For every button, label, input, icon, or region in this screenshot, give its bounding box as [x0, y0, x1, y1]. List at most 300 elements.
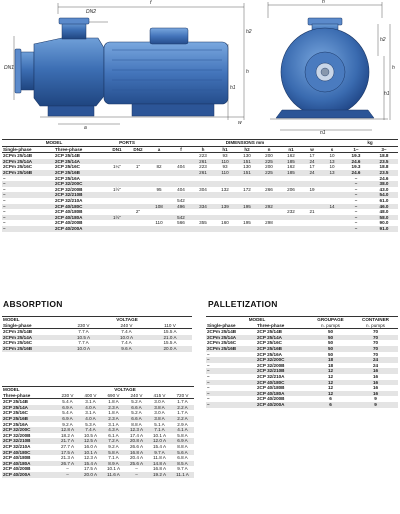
- cell-single: –: [207, 351, 210, 357]
- cell-model: 2CP 32/210A: [3, 443, 31, 449]
- header-f: f: [170, 146, 192, 153]
- cell-current: 16.8 A: [125, 450, 148, 456]
- cell-current: 3.0 A: [154, 399, 165, 405]
- cell-current: 5.2 A: [131, 399, 142, 405]
- cell-current: 7.7 A: [78, 329, 89, 335]
- cell-current: 12.0 A: [148, 438, 171, 444]
- cell-a: 95: [156, 186, 162, 192]
- cell-current: 7.4 A: [121, 340, 132, 346]
- cell-n1: 185: [280, 159, 302, 165]
- dim-label-dn1: DN1: [4, 65, 15, 71]
- cell-current: 3.8 A: [148, 416, 171, 422]
- cell-three: 2CP 25/16A: [55, 175, 80, 181]
- cell-three: 2CP 40/200A: [256, 402, 308, 408]
- header-three-phase: Three-phase: [54, 146, 106, 153]
- cell-current: 3.8 A: [148, 405, 171, 411]
- abs1-header-model: MODEL: [2, 317, 62, 323]
- cell-h1: 132: [221, 186, 229, 192]
- cell-groupage: 50: [327, 340, 334, 346]
- cell-current: 10.1 A: [106, 466, 121, 472]
- cell-groupage: 50: [327, 329, 334, 335]
- cell-current: 9.2 A: [62, 421, 73, 427]
- cell-current: 11.6 A: [102, 472, 125, 478]
- cell-current: 20.0 A: [148, 346, 192, 352]
- cell-container: 24: [372, 362, 379, 368]
- cell-f: [170, 226, 192, 232]
- cell-dn2: 2": [135, 209, 141, 215]
- cell-h2: 130: [243, 164, 251, 170]
- cell-model: 2CP 32/200C: [2, 427, 56, 433]
- palletization-table: [206, 316, 398, 408]
- cell-three: 2CP 25/14A: [54, 159, 106, 165]
- cell-current: 4.0 A: [79, 416, 102, 422]
- cell-single: –: [2, 181, 54, 187]
- cell-container: 16: [353, 368, 398, 374]
- abs2-header-v5: 415 V: [148, 393, 171, 399]
- cell-current: –: [125, 472, 148, 478]
- cell-three: 2CP 25/16B: [256, 346, 308, 352]
- cell-single: –: [3, 186, 6, 192]
- cell-current: 10.5 A: [83, 432, 98, 438]
- cell-current: 10.0 A: [62, 346, 105, 352]
- cell-single: 2CPm 25/14A: [2, 159, 54, 165]
- cell-n1: 185: [280, 170, 302, 176]
- cell-model: 2CP 40/180B: [3, 455, 31, 461]
- cell-three: 2CP 32/210B: [256, 368, 308, 374]
- cell-single: –: [207, 396, 210, 402]
- cell-kg1: –: [354, 175, 358, 181]
- abs1-header-voltage: VOLTAGE: [62, 317, 192, 323]
- cell-three: 2CP 25/14A: [256, 335, 308, 341]
- cell-current: 2.2 A: [171, 416, 194, 422]
- absorption-title: ABSORPTION: [3, 299, 63, 309]
- cell-current: 21.7 A: [56, 438, 79, 444]
- cell-h: 223: [199, 153, 207, 159]
- cell-kg3: 91.0: [370, 226, 398, 232]
- header-kg: kg: [342, 140, 398, 147]
- cell-three: 2CP 40/200B: [55, 220, 83, 226]
- cell-single: –: [3, 220, 6, 226]
- cell-s: 10: [329, 164, 335, 170]
- cell-current: 2.9 A: [177, 421, 188, 427]
- cell-kg3: 58.0: [370, 215, 398, 221]
- cell-three: 2CP 40/200B: [257, 396, 285, 402]
- cell-current: 26.6 A: [129, 443, 144, 449]
- cell-single: 2CPm 25/16B: [2, 170, 54, 176]
- cell-w: 24: [302, 170, 322, 176]
- cell-f: 404: [177, 164, 185, 170]
- cell-single: –: [207, 373, 210, 379]
- cell-w: 19: [309, 186, 315, 192]
- cell-current: 3.0 A: [154, 410, 165, 416]
- cell-current: 10.1 A: [152, 432, 167, 438]
- cell-three: 2CP 32/200B: [55, 186, 83, 192]
- header-n1: n1: [280, 146, 302, 153]
- cell-current: 9.6 A: [105, 346, 148, 352]
- pal-header-model: MODEL: [206, 317, 308, 323]
- cell-kg1: –: [342, 181, 370, 187]
- cell-three: 2CP 25/16C: [55, 164, 80, 170]
- cell-w: 17: [309, 164, 315, 170]
- abs2-header-v3: 690 V: [102, 393, 125, 399]
- header-dn1: DN1: [106, 146, 128, 153]
- cell-current: –: [135, 466, 138, 472]
- cell-h: 261: [192, 170, 214, 176]
- cell-current: 20.8 A: [125, 438, 148, 444]
- abs1-header-v1: 230 V: [62, 323, 105, 329]
- cell-kg3: 23.5: [370, 170, 398, 176]
- cell-current: 8.5 A: [171, 461, 194, 467]
- cell-h2: 151: [236, 159, 258, 165]
- cell-container: 70: [353, 335, 398, 341]
- dim-label-f: f: [150, 0, 152, 6]
- cell-three: 2CP 40/200A: [54, 226, 106, 232]
- cell-h1: 93: [222, 164, 228, 170]
- cell-current: 20.0 A: [79, 472, 102, 478]
- cell-model: 2CPm 25/14B: [3, 329, 33, 335]
- cell-h2: 130: [243, 153, 251, 159]
- cell-groupage: 12: [308, 368, 353, 374]
- cell-current: 6.6 A: [125, 416, 148, 422]
- cell-groupage: 12: [327, 373, 334, 379]
- dim-label-front-h2: h2: [380, 37, 386, 43]
- cell-current: –: [66, 466, 69, 472]
- cell-model: 2CP 40/180A: [2, 461, 56, 467]
- cell-current: 12.8 A: [56, 427, 79, 433]
- header-ports: PORTS: [106, 140, 148, 147]
- cell-n: [258, 226, 280, 232]
- cell-h1: 93: [222, 153, 228, 159]
- cell-f: 404: [177, 186, 185, 192]
- dim-label-dn2: DN2: [86, 9, 97, 15]
- cell-container: 24: [353, 357, 398, 363]
- absorption-three-phase-table: [2, 386, 194, 478]
- header-n: n: [258, 146, 280, 153]
- cell-current: 2.2 A: [171, 405, 194, 411]
- cell-groupage: 50: [308, 346, 353, 352]
- dim-label-w: w: [238, 120, 242, 126]
- cell-current: 3.1 A: [85, 410, 96, 416]
- cell-kg1: –: [342, 226, 370, 232]
- cell-current: 7.1 A: [148, 427, 171, 433]
- cell-current: 15.5 A: [163, 329, 177, 335]
- cell-container: 16: [372, 385, 379, 391]
- cell-current: 7.2 A: [102, 438, 125, 444]
- cell-current: 21.0 A: [148, 335, 192, 341]
- cell-current: 5.3 A: [85, 421, 96, 427]
- cell-model: 2CP 25/14B: [3, 399, 28, 405]
- cell-kg3: 24.6: [379, 175, 389, 181]
- table-row: [2, 226, 398, 232]
- cell-model: 2CP 25/16A: [3, 421, 28, 427]
- cell-dn2: 1": [135, 164, 141, 170]
- cell-h2: 195: [236, 204, 258, 210]
- cell-current: 4.1 A: [171, 427, 194, 433]
- cell-current: 6.9 A: [171, 438, 194, 444]
- palletization-title: PALLETIZATION: [208, 299, 278, 309]
- cell-three: 2CP 40/180B: [257, 385, 285, 391]
- cell-groupage: 12: [308, 391, 353, 397]
- cell-n: 200: [265, 164, 273, 170]
- cell-a: [148, 226, 170, 232]
- cell-three: 2CP 32/210A: [55, 197, 83, 203]
- cell-kg3: 38.0: [370, 181, 398, 187]
- dim-label-n: n: [322, 0, 325, 5]
- pal-header-unit-groupage: n. pumps: [308, 323, 353, 329]
- cell-current: 8.8 A: [131, 421, 142, 427]
- pal-header-three: Three-phase: [256, 323, 308, 329]
- cell-w: 17: [309, 153, 315, 159]
- cell-current: 1.8 A: [108, 399, 119, 405]
- cell-n: 266: [265, 186, 273, 192]
- cell-f: 566: [177, 220, 185, 226]
- cell-groupage: 6: [329, 396, 332, 402]
- abs1-header-v2: 240 V: [105, 323, 148, 329]
- cell-groupage: 18: [308, 357, 353, 363]
- cell-container: 70: [372, 340, 379, 346]
- cell-model: 2CP 40/180C: [2, 450, 56, 456]
- cell-kg1: 24.6: [342, 170, 370, 176]
- cell-current: 5.6 A: [171, 450, 194, 456]
- cell-three: 2CP 40/180A: [256, 391, 308, 397]
- cell-single: –: [2, 192, 54, 198]
- abs1-header-v3: 110 V: [148, 323, 192, 329]
- cell-current: 1.8 A: [108, 410, 119, 416]
- cell-a: 108: [148, 204, 170, 210]
- cell-f: 496: [170, 204, 192, 210]
- table-row: [2, 346, 192, 352]
- cell-current: 5.4 A: [62, 410, 73, 416]
- cell-dn1: 1½": [112, 186, 122, 192]
- cell-current: 20.4 A: [129, 455, 144, 461]
- cell-groupage: 6: [308, 402, 353, 408]
- cell-model: 2CP 25/16B: [2, 416, 56, 422]
- abs2-header-model: MODEL: [2, 387, 56, 393]
- cell-kg1: –: [342, 192, 370, 198]
- cell-container: 9: [353, 402, 398, 408]
- cell-single: 2CPm 25/14B: [207, 329, 237, 335]
- cell-three: 2CP 40/180A: [54, 215, 106, 221]
- cell-three: 2CP 32/200C: [256, 357, 308, 363]
- cell-dn1: 1¼": [112, 164, 122, 170]
- cell-kg3: 18.8: [379, 164, 389, 170]
- abs2-header-v4: 240 V: [125, 393, 148, 399]
- cell-h2: 195: [243, 220, 251, 226]
- cell-current: 9.7 A: [177, 466, 188, 472]
- cell-current: 1.7 A: [177, 399, 188, 405]
- cell-current: 5.2 A: [131, 410, 142, 416]
- cell-kg1: 19.3: [351, 164, 361, 170]
- cell-single: –: [2, 215, 54, 221]
- cell-single: –: [3, 197, 6, 203]
- cell-three: 2CP 32/210B: [54, 192, 106, 198]
- cell-w: [302, 226, 322, 232]
- cell-current: 7.1 A: [108, 455, 119, 461]
- cell-model: 2CP 25/16C: [3, 410, 28, 416]
- cell-kg1: –: [354, 209, 358, 215]
- cell-h1: 139: [214, 204, 236, 210]
- cell-a: 110: [155, 220, 163, 226]
- cell-kg3: 18.8: [379, 153, 389, 159]
- cell-model: 2CP 32/210B: [2, 438, 56, 444]
- header-dimensions: DIMENSIONS mm: [148, 140, 342, 147]
- cell-n1: 162: [287, 164, 295, 170]
- cell-current: 10.1 A: [79, 450, 102, 456]
- cell-current: 8.9 A: [102, 461, 125, 467]
- cell-current: 6.9 A: [56, 405, 79, 411]
- header-h: h: [192, 146, 214, 153]
- cell-current: 17.5 A: [83, 466, 98, 472]
- header-a: a: [148, 146, 170, 153]
- cell-groupage: 12: [308, 380, 353, 386]
- cell-w: 24: [302, 159, 322, 165]
- header-model: MODEL: [2, 140, 106, 147]
- cell-current: 6.1 A: [108, 432, 119, 438]
- cell-container: 70: [372, 329, 379, 335]
- cell-n1: 162: [287, 153, 295, 159]
- cell-current: 10.0 A: [105, 335, 148, 341]
- cell-single: –: [3, 175, 6, 181]
- cell-current: 15.5 A: [163, 340, 177, 346]
- pump-drawings: [0, 0, 400, 138]
- cell-single: 2CPm 25/16B: [206, 346, 256, 352]
- cell-groupage: 50: [308, 335, 353, 341]
- cell-container: 16: [372, 373, 379, 379]
- cell-h: 334: [192, 204, 214, 210]
- cell-current: 5.4 A: [62, 399, 73, 405]
- cell-single: –: [2, 204, 54, 210]
- cell-single: –: [206, 357, 256, 363]
- front-view: [268, 2, 390, 130]
- cell-single: 2CPm 25/14A: [206, 335, 256, 341]
- cell-h: 355: [199, 220, 207, 226]
- side-view: [14, 0, 244, 124]
- cell-current: 6.9 A: [56, 416, 79, 422]
- cell-three: 2CP 32/200C: [54, 181, 106, 187]
- cell-current: 26.7 A: [56, 461, 79, 467]
- table-row: [206, 402, 398, 408]
- header-kg1: 1~: [342, 146, 370, 153]
- cell-single: –: [206, 391, 256, 397]
- cell-groupage: 12: [327, 385, 334, 391]
- cell-s: 13: [322, 170, 342, 176]
- cell-model: 2CPm 25/16C: [3, 340, 33, 346]
- cell-s: 14: [322, 204, 342, 210]
- cell-kg3: 90.0: [379, 220, 389, 226]
- cell-a: 82: [156, 164, 162, 170]
- cell-dn2: [128, 226, 148, 232]
- cell-h: 304: [199, 186, 207, 192]
- cell-current: 5.8 A: [102, 450, 125, 456]
- cell-dn1: [106, 226, 128, 232]
- cell-current: 14.8 A: [148, 461, 171, 467]
- cell-model: 2CP 25/14A: [2, 405, 56, 411]
- cell-current: 2.3 A: [102, 416, 125, 422]
- cell-single: –: [206, 402, 256, 408]
- cell-kg1: –: [354, 220, 358, 226]
- cell-current: 8.8 A: [177, 443, 188, 449]
- cell-model: 2CP 32/200B: [3, 432, 31, 438]
- cell-three: 2CP 25/16B: [54, 170, 106, 176]
- cell-current: 17.5 A: [56, 450, 79, 456]
- cell-current: 18.2 A: [60, 432, 75, 438]
- cell-kg3: 23.5: [370, 159, 398, 165]
- cell-current: 19.2 A: [148, 472, 171, 478]
- cell-current: 12.3 A: [125, 427, 148, 433]
- cell-three: 2CP 25/16C: [257, 340, 282, 346]
- cell-current: 5.8 A: [177, 432, 188, 438]
- cell-single: 2CPm 25/16C: [207, 340, 237, 346]
- cell-n: 200: [265, 153, 273, 159]
- pal-header-single: Single-phase: [206, 323, 256, 329]
- cell-three: 2CP 25/14B: [257, 329, 282, 335]
- cell-kg1: –: [342, 204, 370, 210]
- cell-current: 6.6 A: [125, 405, 148, 411]
- cell-current: 27.7 A: [60, 443, 75, 449]
- cell-current: 10.5 A: [62, 335, 105, 341]
- cell-three: 2CP 25/16A: [257, 351, 282, 357]
- cell-kg1: 19.3: [351, 153, 361, 159]
- cell-n1: 206: [287, 186, 295, 192]
- cell-dn1: 1½": [106, 215, 128, 221]
- cell-container: 70: [372, 351, 379, 357]
- cell-kg1: –: [354, 186, 358, 192]
- pal-header-container: CONTAINER: [353, 317, 398, 323]
- cell-s: 10: [329, 153, 335, 159]
- cell-s: [322, 226, 342, 232]
- cell-kg3: 61.0: [379, 197, 389, 203]
- cell-current: 7.4 A: [79, 427, 102, 433]
- pump-drawings-svg: [0, 0, 400, 138]
- cell-current: 1.7 A: [177, 410, 188, 416]
- cell-h2: [236, 226, 258, 232]
- cell-current: 16.0 A: [83, 443, 98, 449]
- cell-kg3: 48.0: [379, 209, 389, 215]
- cell-current: 21.3 A: [60, 455, 75, 461]
- cell-current: 4.3 A: [102, 427, 125, 433]
- cell-current: 2.3 A: [102, 405, 125, 411]
- abs2-header-three: Three-phase: [2, 393, 56, 399]
- cell-three: 2CP 32/210A: [257, 373, 285, 379]
- cell-n1: 232: [287, 209, 295, 215]
- cell-current: 7.7 A: [78, 340, 89, 346]
- pal-header-unit-container: n. pumps: [353, 323, 398, 329]
- abs2-header-voltage: VOLTAGE: [56, 387, 194, 393]
- cell-n1: [280, 226, 302, 232]
- abs2-header-v1: 230 V: [56, 393, 79, 399]
- cell-model: 2CPm 25/14A: [2, 335, 62, 341]
- cell-current: 16.8 A: [152, 466, 167, 472]
- cell-kg1: 24.6: [342, 159, 370, 165]
- cell-current: 6.8 A: [177, 455, 188, 461]
- cell-current: 3.1 A: [85, 399, 96, 405]
- dim-label-front-h1: h1: [384, 91, 390, 97]
- cell-model: 2CP 40/200B: [3, 466, 31, 472]
- abs1-header-single: Single-phase: [2, 323, 62, 329]
- header-s: s: [322, 146, 342, 153]
- cell-single: –: [207, 385, 210, 391]
- cell-three: 2CP 40/180B: [55, 209, 83, 215]
- cell-container: 16: [353, 391, 398, 397]
- dim-label-h1: h1: [230, 85, 236, 91]
- cell-current: 5.1 A: [154, 421, 165, 427]
- cell-groupage: 50: [327, 351, 334, 357]
- dim-label-front-h: h: [392, 65, 395, 71]
- cell-kg3: 43.0: [379, 186, 389, 192]
- cell-current: 17.4 A: [129, 432, 144, 438]
- cell-current: 3.1 A: [108, 421, 119, 427]
- dim-label-h2: h2: [246, 29, 252, 35]
